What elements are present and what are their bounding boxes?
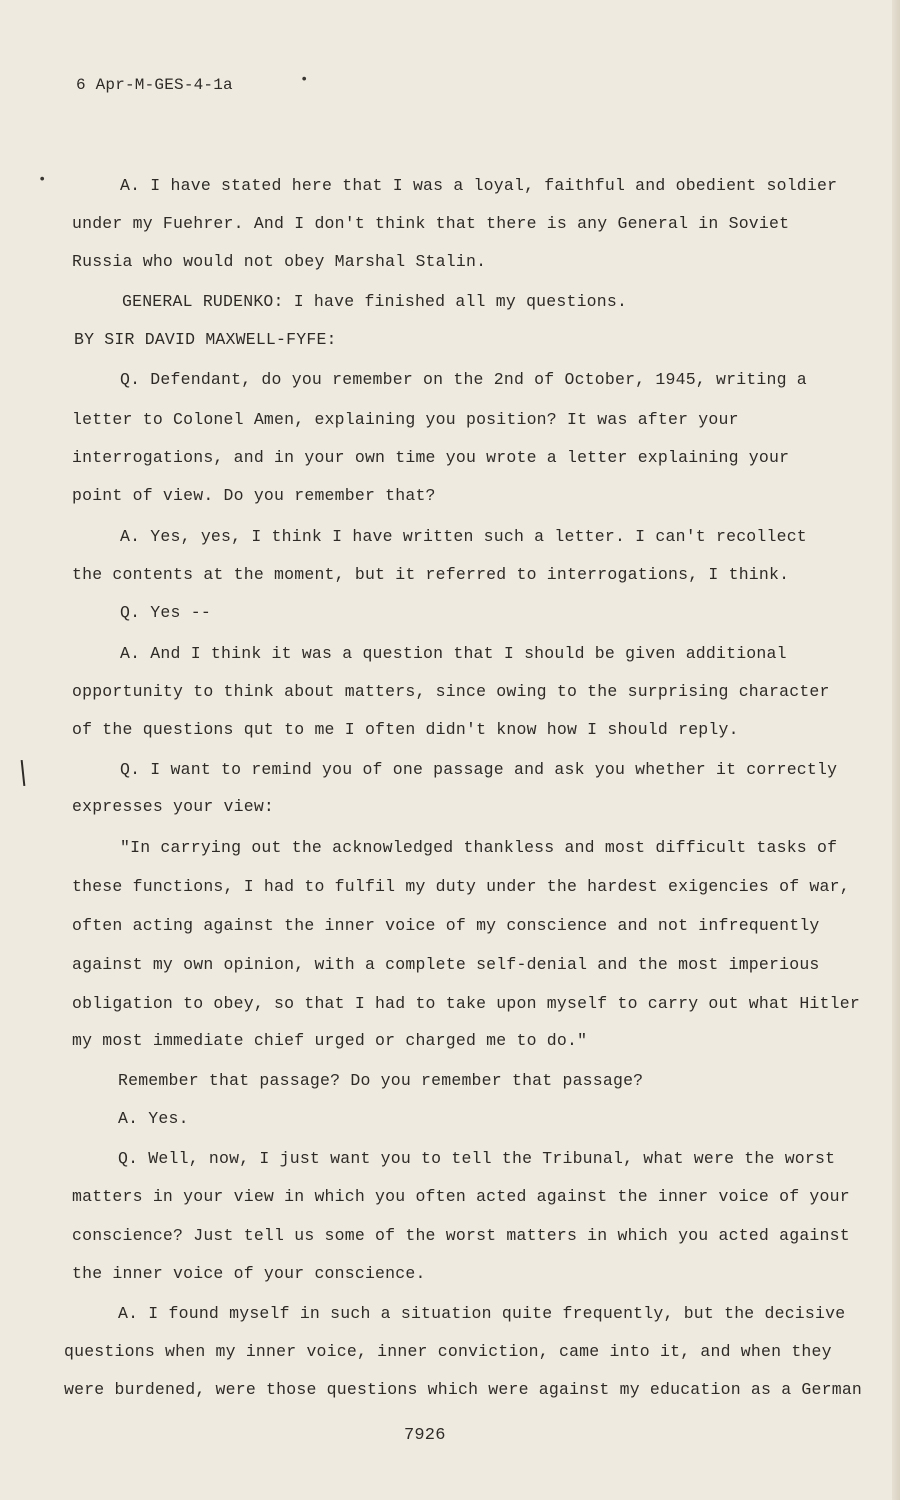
transcript-line: Q. Defendant, do you remember on the 2nd of October, 1945, writing a xyxy=(120,370,807,389)
transcript-line: A. Yes. xyxy=(118,1109,189,1128)
transcript-line: questions when my inner voice, inner conviction, came into it, and when they xyxy=(64,1342,832,1361)
quoted-passage-line: "In carrying out the acknowledged thankless and most difficult tasks of xyxy=(120,838,838,857)
transcript-line: GENERAL RUDENKO: I have finished all my questions. xyxy=(122,292,628,311)
transcript-line: opportunity to think about matters, since owing to the surprising character xyxy=(72,682,830,701)
transcript-line: expresses your view: xyxy=(72,797,275,816)
transcript-line: Q. Well, now, I just want you to tell the Tribunal, what were the worst xyxy=(118,1149,836,1168)
quoted-passage-line: obligation to obey, so that I had to take upon myself to carry out what Hitler xyxy=(72,994,860,1013)
transcript-line: A. Yes, yes, I think I have written such a letter. I can't recollect xyxy=(120,527,807,546)
transcript-line: matters in your view in which you often acted against the inner voice of your xyxy=(72,1187,850,1206)
transcript-line: Q. Yes -- xyxy=(120,603,211,622)
stray-mark: • xyxy=(38,172,47,188)
transcript-line: A. I have stated here that I was a loyal, faithful and obedient soldier xyxy=(120,176,838,195)
transcript-line: Remember that passage? Do you remember that passage? xyxy=(118,1071,644,1090)
quoted-passage-line: my most immediate chief urged or charged me to do." xyxy=(72,1031,588,1050)
page-edge-shadow xyxy=(892,0,900,1500)
stray-mark: • xyxy=(300,72,309,88)
transcript-line: conscience? Just tell us some of the worst matters in which you acted against xyxy=(72,1226,850,1245)
transcript-line: letter to Colonel Amen, explaining you position? It was after your xyxy=(72,410,739,429)
transcript-line: were burdened, were those questions which were against my education as a German xyxy=(64,1380,863,1399)
transcript-line: under my Fuehrer. And I don't think that there is any General in Soviet xyxy=(72,214,790,233)
quoted-passage-line: these functions, I had to fulfil my duty under the hardest exigencies of war, xyxy=(72,877,850,896)
margin-pen-mark xyxy=(21,760,26,786)
quoted-passage-line: against my own opinion, with a complete self-denial and the most imperious xyxy=(72,955,820,974)
page-number: 7926 xyxy=(404,1426,446,1445)
transcript-line: interrogations, and in your own time you wrote a letter explaining your xyxy=(72,448,790,467)
transcript-line: A. I found myself in such a situation quite frequently, but the decisive xyxy=(118,1304,846,1323)
transcript-line: A. And I think it was a question that I should be given additional xyxy=(120,644,787,663)
transcript-line: of the questions qut to me I often didn't know how I should reply. xyxy=(72,720,739,739)
transcript-line: the contents at the moment, but it referred to interrogations, I think. xyxy=(72,565,790,584)
document-reference: 6 Apr-M-GES-4-1a xyxy=(76,76,233,94)
speaker-heading: BY SIR DAVID MAXWELL-FYFE: xyxy=(74,330,337,349)
transcript-line: the inner voice of your conscience. xyxy=(72,1264,426,1283)
transcript-line: Q. I want to remind you of one passage and ask you whether it correctly xyxy=(120,760,838,779)
transcript-line: point of view. Do you remember that? xyxy=(72,486,436,505)
quoted-passage-line: often acting against the inner voice of my conscience and not infrequently xyxy=(72,916,820,935)
transcript-line: Russia who would not obey Marshal Stalin. xyxy=(72,252,487,271)
